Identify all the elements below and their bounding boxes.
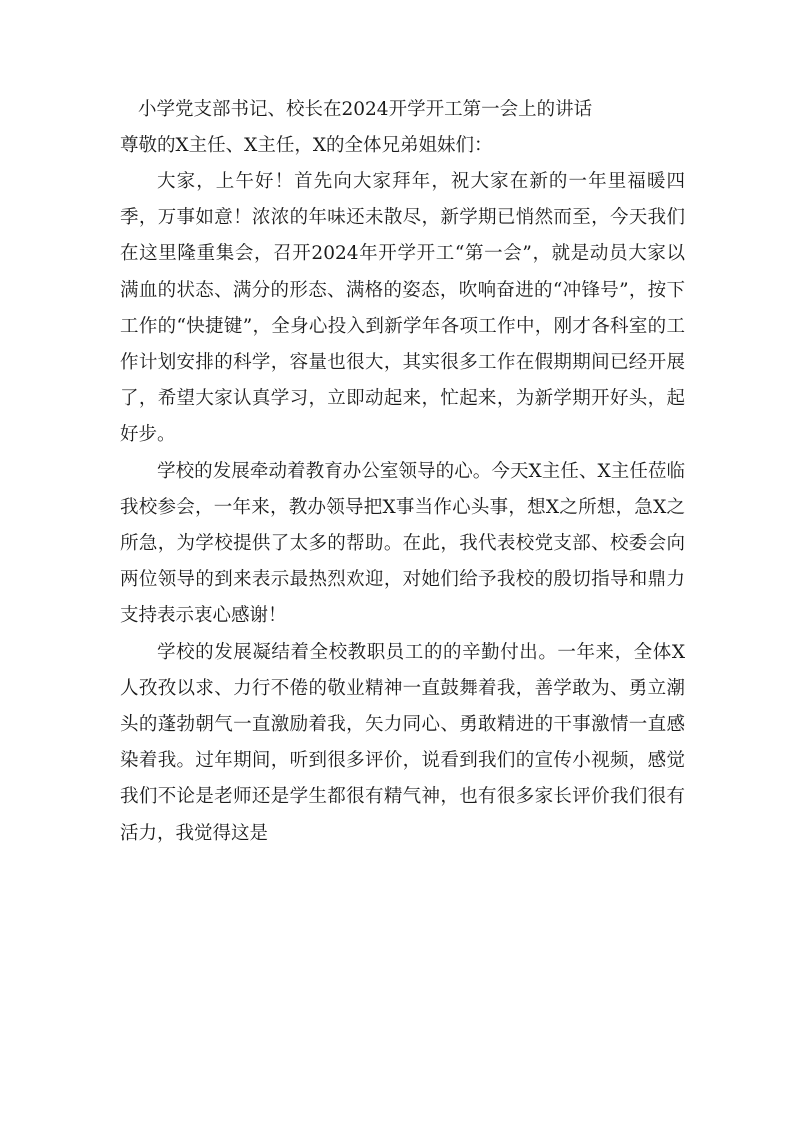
salutation: 尊敬的X主任、X主任，X的全体兄弟姐妹们：	[120, 135, 493, 156]
paragraph-staff-effort: 学校的发展凝结着全校教职员工的的辛勤付出。一年来，全体X人孜孜以求、力行不倦的敬业精神一直鼓舞着我，善学敢为、勇立潮头的蓬勃朝气一直激励着我，矢力同心、勇敢精进的干事激情一直感染着我。过年期间，听到很多评价，说看到我们的宣传小视频，感觉我们不论是老师还是学生都很有精气神，也有很多家长评价我们很有活力，我觉得这是	[120, 641, 685, 844]
document-body	[120, 92, 685, 852]
paragraph-greeting: 大家，上午好！首先向大家拜年，祝大家在新的一年里福暖四季，万事如意！浓浓的年味还未散尽，新学期已悄然而至，今天我们在这里隆重集会，召开2024年开学开工“第一会”，就是动员大家以满血的状态、满分的形态、满格的姿态，吹响奋进的“冲锋号”，按下工作的“快捷键”，全身心投入到新学年各项工作中，刚才各科室的工作计划安排的科学，容量也很大，其实很多工作在假期期间已经开展了，希望大家认真学习，立即动起来，忙起来，为新学期开好头，起好步。	[120, 171, 685, 446]
speech-title: 小学党支部书记、校长在2024开学开工第一会上的讲话	[138, 99, 593, 120]
paragraph-leadership-thanks: 学校的发展牵动着教育办公室领导的心。今天X主任、X主任莅临我校参会，一年来，教办领导把X事当作心头事，想X之所想，急X之所急，为学校提供了太多的帮助。在此，我代表校党支部、校委会向两位领导的到来表示最热烈欢迎，对她们给予我校的殷切指导和鼎力支持表示衷心感谢！	[120, 460, 685, 627]
